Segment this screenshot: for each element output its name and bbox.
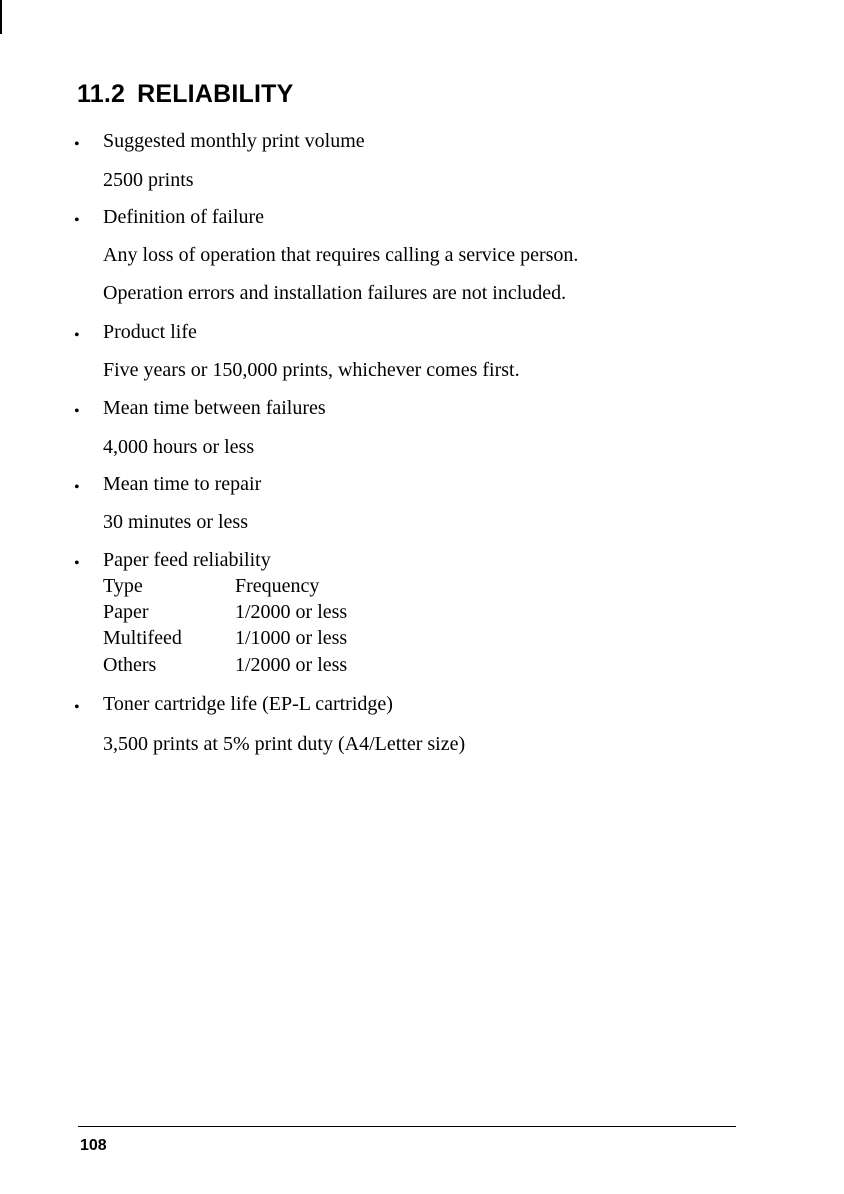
table-cell-frequency: 1/2000 or less: [235, 601, 348, 623]
item-label-print-volume: Suggested monthly print volume: [103, 130, 365, 152]
bullet-icon: •: [74, 555, 80, 572]
footer-rule: [78, 1126, 736, 1127]
item-detail-toner-life: 3,500 prints at 5% print duty (A4/Letter size): [103, 733, 466, 755]
section-title: RELIABILITY: [137, 80, 294, 108]
item-detail-mtbf: 4,000 hours or less: [103, 436, 255, 458]
table-cell-type: Paper: [103, 601, 149, 623]
item-detail-failure-definition-2: Operation errors and installation failures are not included.: [103, 282, 567, 304]
table-cell-type: Multifeed: [103, 627, 182, 649]
bullet-icon: •: [74, 479, 80, 496]
item-label-paper-feed: Paper feed reliability: [103, 549, 271, 571]
bullet-icon: •: [74, 212, 80, 229]
item-label-toner-life: Toner cartridge life (EP-L cartridge): [103, 693, 393, 715]
table-cell-frequency: 1/2000 or less: [235, 654, 348, 676]
section-number: 11.2: [77, 80, 126, 108]
page-number: 108: [80, 1137, 107, 1154]
item-detail-product-life: Five years or 150,000 prints, whichever comes first.: [103, 359, 520, 381]
item-label-mtbf: Mean time between failures: [103, 397, 326, 419]
item-label-failure-definition: Definition of failure: [103, 206, 265, 228]
bullet-icon: •: [74, 327, 80, 344]
section-heading: [77, 80, 293, 109]
bullet-icon: •: [74, 136, 80, 153]
table-cell-type: Others: [103, 654, 157, 676]
item-label-mttr: Mean time to repair: [103, 473, 262, 495]
table-header-frequency: Frequency: [235, 575, 320, 597]
bullet-icon: •: [74, 699, 80, 716]
table-cell-frequency: 1/1000 or less: [235, 627, 348, 649]
bullet-icon: •: [74, 403, 80, 420]
item-detail-failure-definition-1: Any loss of operation that requires calling a service person.: [103, 244, 579, 266]
table-header-type: Type: [103, 575, 143, 597]
item-label-product-life: Product life: [103, 321, 197, 343]
item-detail-mttr: 30 minutes or less: [103, 511, 248, 533]
scan-edge-mark: [0, 0, 2, 34]
item-detail-print-volume: 2500 prints: [103, 169, 194, 191]
